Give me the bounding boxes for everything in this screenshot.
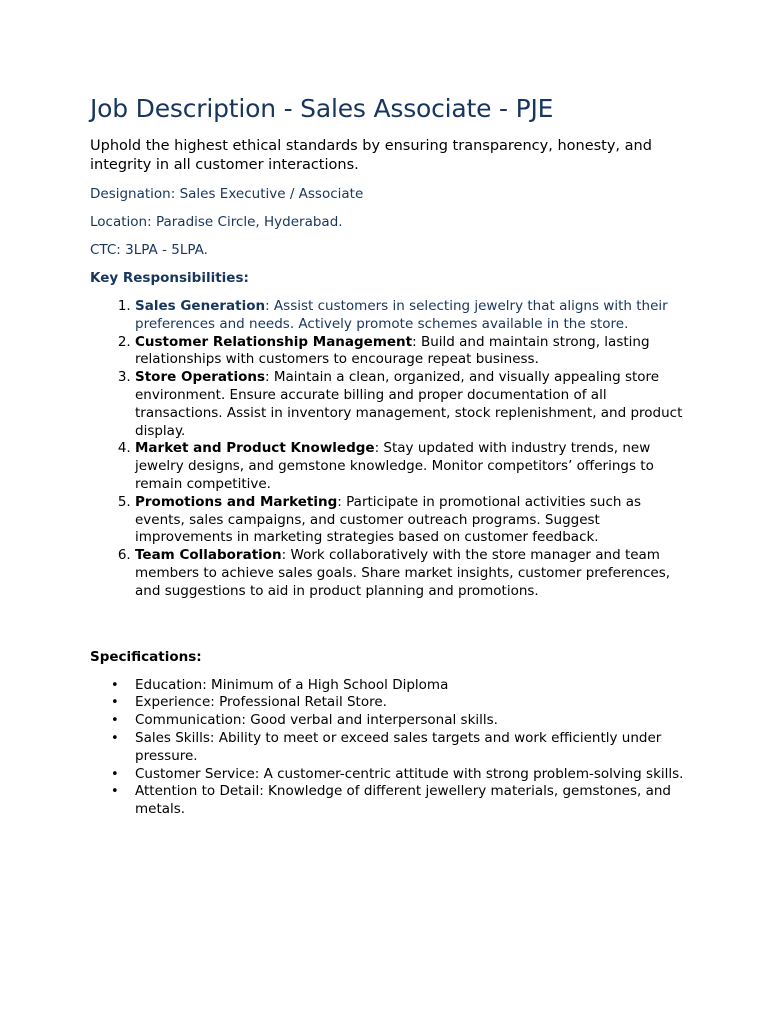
ctc-line: CTC: 3LPA - 5LPA. (90, 242, 208, 258)
bullet-icon: • (111, 784, 119, 800)
responsibility-text: : Assist customers in selecting jewelry that aligns with their preferences and needs. Actively promote schemes available in the store. (135, 298, 668, 332)
responsibility-text: : Build and maintain strong, lasting relationships with customers to encourage repeat business. (135, 333, 650, 368)
specification-text: Experience: Professional Retail Store. (135, 694, 387, 711)
responsibilities-list (90, 298, 690, 601)
responsibility-item (135, 440, 690, 493)
specification-item (111, 729, 690, 766)
specification-text: Attention to Detail: Knowledge of different jewellery materials, gemstones, and metals. (135, 783, 671, 818)
specification-text: Sales Skills: Ability to meet or exceed sales targets and work efficiently under pressure. (135, 729, 662, 764)
bullet-icon: • (111, 766, 119, 782)
specification-text: Customer Service: A customer-centric attitude with strong problem-solving skills. (135, 765, 684, 782)
specification-item (111, 712, 690, 730)
location-line: Location: Paradise Circle, Hyderabad. (90, 214, 343, 230)
responsibility-title: Market and Product Knowledge (135, 440, 375, 457)
responsibility-item (135, 369, 690, 440)
bullet-icon: • (111, 730, 119, 746)
responsibility-text: : Participate in promotional activities such as events, sales campaigns, and customer outreach programs. Suggest improvements in marketing strategies based on customer feedback. (135, 493, 642, 546)
specification-text: Education: Minimum of a High School Diploma (135, 676, 449, 693)
intro-paragraph: Uphold the highest ethical standards by ensuring transparency, honesty, and integrity in all customer interactions. (90, 138, 652, 173)
bullet-icon: • (111, 713, 119, 729)
bullet-icon: • (111, 695, 119, 711)
responsibility-item (135, 494, 690, 547)
specification-text: Communication: Good verbal and interpersonal skills. (135, 712, 498, 729)
document-page (90, 92, 690, 819)
responsibility-item (135, 298, 690, 334)
responsibility-title: Sales Generation (135, 298, 266, 314)
responsibility-text: : Work collaboratively with the store manager and team members to achieve sales goals. Share market insights, customer preferences, and suggestions to aid in product planning and promotions. (135, 547, 671, 599)
specification-item (111, 765, 690, 784)
responsibility-item (135, 547, 690, 600)
responsibility-title: Store Operations (135, 369, 266, 386)
specification-item (111, 783, 690, 819)
responsibilities-heading: Key Responsibilities: (90, 270, 249, 286)
designation-line: Designation: Sales Executive / Associate (90, 186, 364, 202)
responsibility-text: : Maintain a clean, organized, and visually appealing store environment. Ensure accurate billing and proper documentation of all transactions. Assist in inventory management, stock replenishment, and product display. (135, 369, 683, 439)
bullet-icon: • (111, 677, 119, 693)
responsibility-title: Promotions and Marketing (135, 493, 338, 510)
specifications-list (90, 677, 690, 819)
section-spacer (90, 601, 690, 638)
specifications-heading: Specifications: (90, 648, 202, 665)
page-title: Job Description - Sales Associate - PJE (90, 94, 554, 123)
responsibility-text: : Stay updated with industry trends, new jewelry designs, and gemstone knowledge. Monitor competitors’ offerings to remain competitive. (135, 440, 654, 492)
specification-item (111, 676, 690, 695)
specification-item (111, 694, 690, 712)
responsibility-title: Team Collaboration (135, 547, 282, 564)
responsibility-item (135, 334, 690, 370)
responsibility-title: Customer Relationship Management (135, 333, 413, 350)
